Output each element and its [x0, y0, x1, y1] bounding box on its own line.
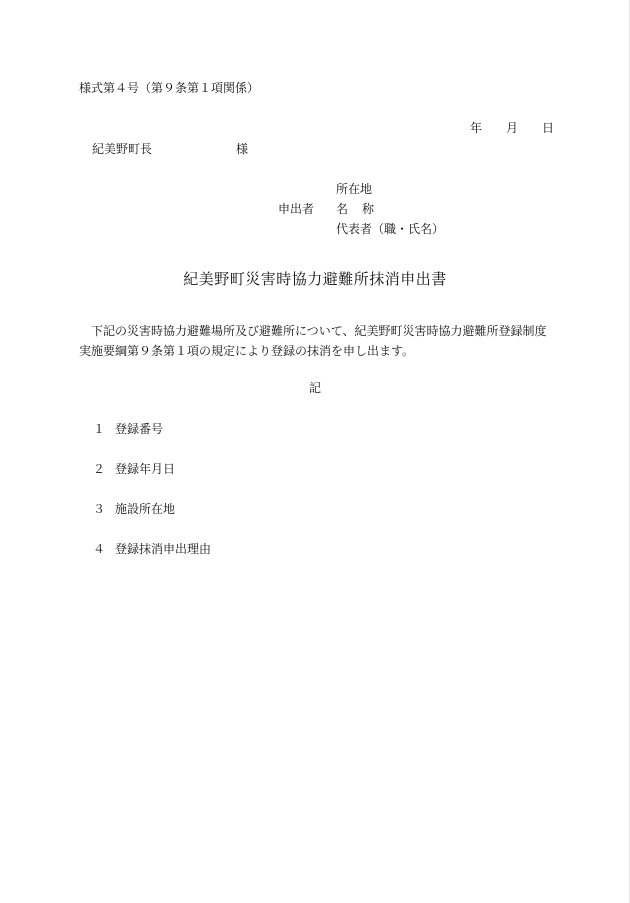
date-line: [470, 122, 554, 134]
addressee-name: 紀美野町長: [92, 142, 153, 156]
applicant-label: 申出者: [278, 202, 315, 216]
date-day-label: 日: [542, 121, 555, 135]
addressee-honorific: 様: [236, 142, 249, 156]
applicant-address-label: 所在地: [336, 182, 373, 196]
applicant-name-label: [336, 203, 374, 215]
list-item: [93, 463, 175, 475]
form-number: 様式第４号（第９条第１項関係）: [79, 81, 260, 95]
item-label: 施設所在地: [115, 502, 176, 516]
item-number: ２: [93, 462, 106, 476]
applicant-representative-label: 代表者（職・氏名）: [336, 222, 445, 236]
body-paragraph: 下記の災害時協力避難場所及び避難所について、紀美野町災害時協力避難所登録制度実施要綱第９条第１項の規定により登録の抹消を申し出ます。: [79, 324, 547, 358]
applicant-name-label-1: 名: [336, 202, 349, 216]
applicant-name-label-2: 称: [362, 202, 375, 216]
list-item: [93, 423, 163, 435]
ki-heading: 記: [308, 381, 321, 395]
item-label: 登録番号: [115, 422, 164, 436]
date-month-label: 月: [506, 121, 519, 135]
item-label: 登録抹消申出理由: [115, 542, 212, 556]
item-number: ３: [93, 502, 106, 516]
list-item: [93, 503, 175, 515]
item-label: 登録年月日: [115, 462, 176, 476]
date-year-label: 年: [470, 121, 483, 135]
document-title: 紀美野町災害時協力避難所抹消申出書: [183, 270, 447, 288]
item-number: １: [93, 422, 106, 436]
list-item: [93, 543, 211, 555]
item-number: ４: [93, 542, 106, 556]
addressee-line: [92, 143, 248, 155]
